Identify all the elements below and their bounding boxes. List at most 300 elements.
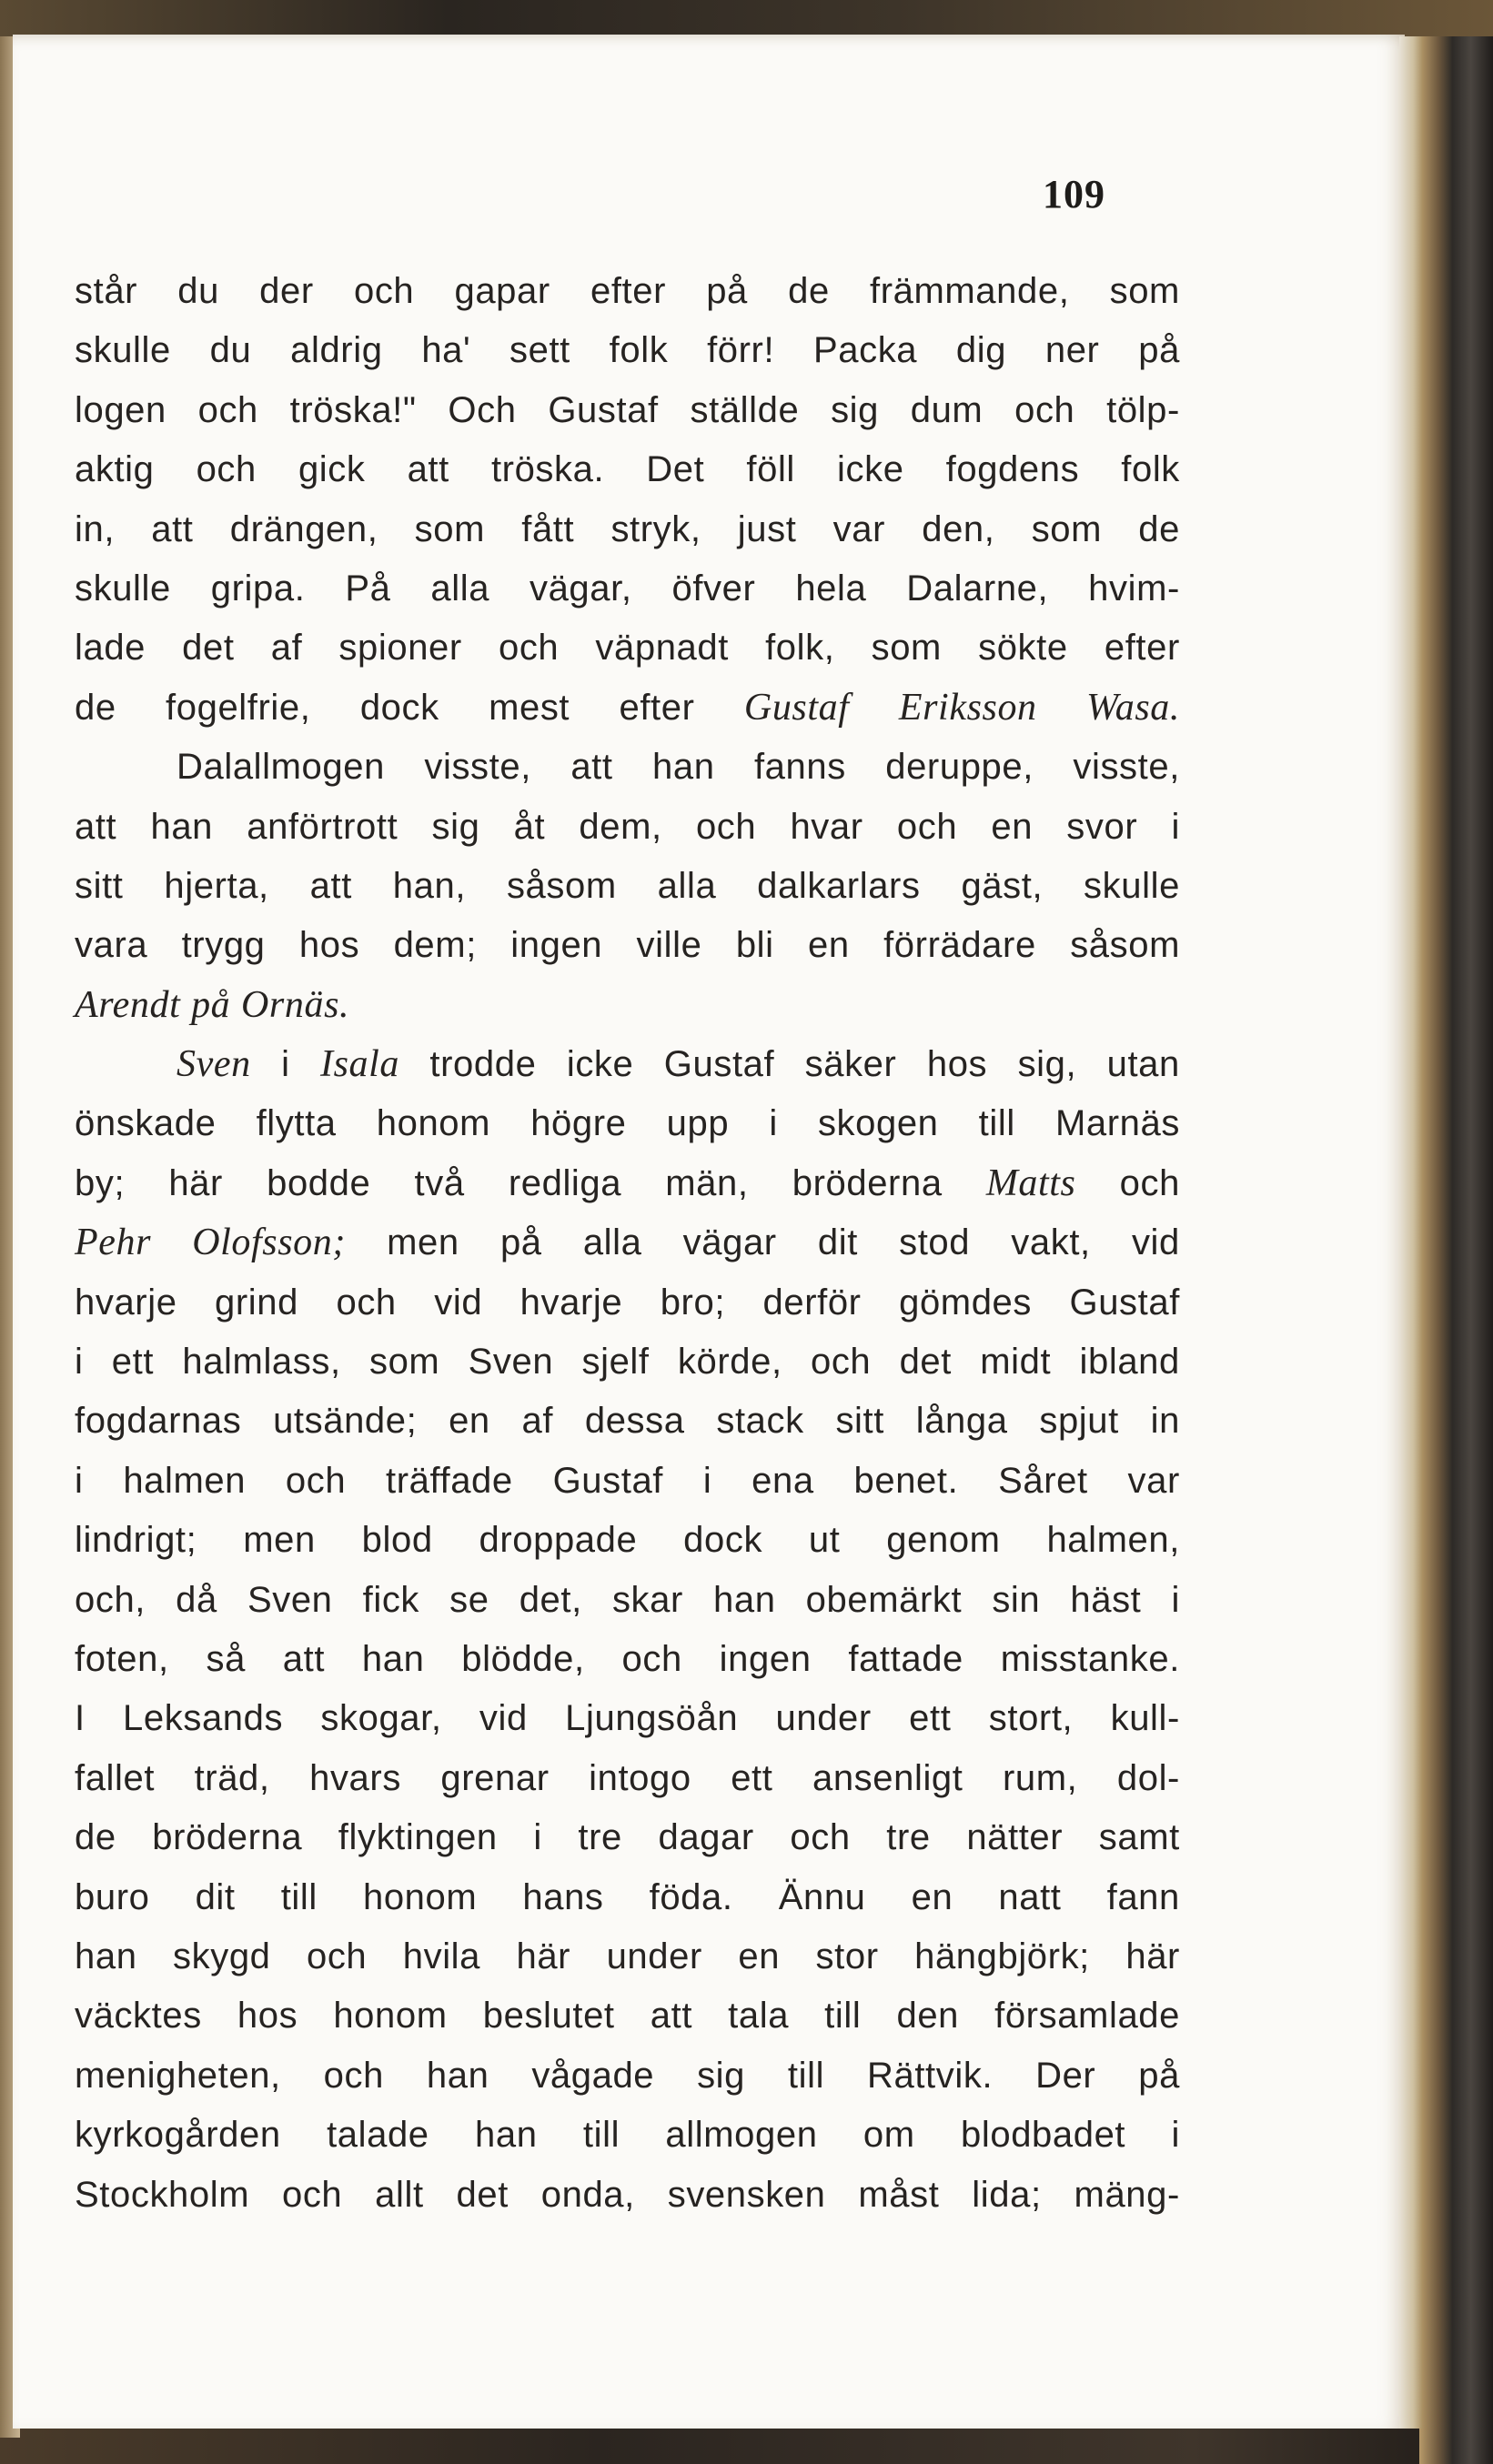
word-text: det (899, 1342, 952, 1383)
word (454, 262, 550, 321)
word-text: mäng- (1074, 2174, 1180, 2215)
word (211, 559, 306, 619)
word-text: han (475, 2115, 538, 2156)
word (728, 1986, 789, 2046)
word (899, 1273, 1032, 1333)
page-number: 109 (1043, 172, 1105, 216)
word (998, 1452, 1088, 1511)
word-text: allt (375, 2174, 424, 2215)
word-text: tre (886, 1817, 931, 1858)
word-text: fattade (848, 1638, 963, 1679)
word-space (230, 976, 241, 1035)
italic-word: Matts (985, 1162, 1076, 1204)
text-line (75, 1392, 1180, 1451)
word-text: icke (837, 449, 904, 490)
word (182, 619, 234, 678)
word (521, 500, 574, 559)
word-text: och (336, 1282, 397, 1323)
word-text: stor (815, 1936, 879, 1976)
word (151, 500, 193, 559)
word-text: ingen (510, 925, 603, 966)
word (713, 1571, 776, 1630)
word-text: in (1150, 1401, 1180, 1442)
word-text: och, (75, 1579, 146, 1620)
word (914, 1927, 1090, 1986)
word (509, 1154, 621, 1213)
word (230, 500, 378, 559)
word (738, 1927, 780, 1986)
word (979, 1094, 1015, 1153)
word (1138, 2047, 1180, 2106)
word (75, 2166, 249, 2225)
word-text: Och (448, 389, 517, 430)
word-text: folk (609, 330, 669, 371)
word-text: by; (75, 1162, 126, 1203)
word (112, 1333, 154, 1392)
word (514, 798, 546, 857)
word (1106, 381, 1180, 440)
word (362, 1630, 425, 1689)
word-text: spjut (1039, 1401, 1119, 1442)
word (281, 1035, 290, 1094)
word-text: vara (75, 925, 148, 966)
word (1099, 1808, 1180, 1867)
word (1107, 1035, 1180, 1094)
word (956, 321, 1006, 380)
word (75, 1749, 155, 1808)
word (1035, 2047, 1095, 2106)
word (1120, 1154, 1180, 1213)
word-text: de (788, 271, 830, 311)
word (989, 1689, 1074, 1748)
word-text: män, (665, 1162, 749, 1203)
word-text: vägar (682, 1222, 777, 1263)
word (1011, 1213, 1090, 1272)
word-text: han (652, 747, 715, 788)
word-text: lade (75, 628, 146, 669)
word (123, 1689, 283, 1748)
word (530, 1094, 626, 1153)
word (195, 1749, 270, 1808)
word (805, 1035, 897, 1094)
word-text: han (361, 1638, 425, 1679)
word (192, 1213, 346, 1272)
word-text: som (368, 1342, 440, 1383)
word (393, 857, 466, 916)
text-line (75, 2106, 1180, 2165)
word-text: alla (582, 1222, 642, 1263)
word (1171, 2106, 1180, 2165)
word-text: i (75, 1342, 84, 1383)
word-text: sin (992, 1579, 1041, 1620)
word (394, 916, 477, 975)
word-text: fallet (75, 1757, 156, 1798)
word-text: församlade (994, 1996, 1180, 2037)
text-line (75, 1630, 1180, 1689)
word-text: att (282, 1638, 326, 1679)
word-text: han (426, 2055, 489, 2096)
word-text: Marnäs (1054, 1103, 1180, 1144)
text-line (75, 1689, 1180, 1748)
word-text: sig (697, 2055, 746, 2096)
word-text: och (621, 1638, 682, 1679)
word-text: körde, (677, 1342, 782, 1383)
word-text: dagar (658, 1817, 754, 1858)
word (75, 1927, 137, 1986)
word (286, 1452, 346, 1511)
word (307, 1927, 367, 1986)
word-text: dessa (584, 1401, 685, 1442)
word-text: hos (237, 1996, 298, 2037)
word-text: fanns (753, 747, 846, 788)
word (899, 679, 1037, 738)
word (290, 321, 382, 380)
word-text: Sven (247, 1579, 333, 1620)
word-text: folk, (765, 628, 835, 669)
word-text: vågade (531, 2055, 655, 2096)
text-line (75, 1927, 1180, 1986)
word (980, 1333, 1051, 1392)
word-text: Der (1035, 2055, 1096, 2096)
word (1080, 1333, 1180, 1392)
word-text: alla (430, 568, 490, 608)
word (837, 440, 904, 499)
word-text: genom (886, 1520, 1001, 1561)
word-text: sökte (978, 628, 1068, 669)
text-line (75, 1273, 1180, 1333)
word (491, 440, 604, 499)
word (243, 1511, 316, 1570)
text-line (75, 559, 1180, 619)
word (75, 1571, 146, 1630)
word (651, 1986, 692, 2046)
word-text: halmlass, (182, 1342, 341, 1383)
text-line (75, 1035, 1180, 1094)
word (776, 1689, 872, 1748)
word (75, 1213, 151, 1272)
word (610, 321, 669, 380)
word (899, 1213, 970, 1272)
word-text: hela (795, 568, 867, 608)
word-text: som (1031, 508, 1103, 549)
word (998, 1868, 1061, 1927)
word (583, 2106, 620, 2165)
word (795, 559, 866, 619)
word (867, 2047, 993, 2106)
word (1105, 619, 1180, 678)
word (1001, 1630, 1180, 1689)
word (824, 1986, 861, 2046)
word-text: halmen, (1046, 1520, 1180, 1561)
word (75, 440, 155, 499)
word (541, 2166, 635, 2225)
word (570, 738, 612, 797)
word (582, 1333, 650, 1392)
word-text: der (259, 271, 314, 311)
word-text: På (345, 568, 391, 608)
word (1171, 798, 1180, 857)
word (736, 916, 774, 975)
text-line (75, 1213, 1180, 1272)
word-text: det (456, 2174, 509, 2215)
word (479, 1511, 638, 1570)
italic-word: Gustaf (743, 686, 850, 729)
word-text: att (650, 1996, 693, 2037)
text-line (75, 1094, 1180, 1153)
word-text: logen (75, 389, 166, 430)
word-text: förr! (707, 330, 775, 371)
text-line (75, 976, 1180, 1035)
word (75, 798, 116, 857)
text-line (75, 2047, 1180, 2106)
word (500, 1213, 542, 1272)
word-text: bodde (267, 1162, 371, 1203)
word-text: föll (746, 449, 795, 490)
word (363, 1868, 477, 1927)
word-text: droppade (479, 1520, 638, 1561)
word (1151, 1392, 1180, 1451)
word (886, 1511, 1000, 1570)
word-text: aldrig (290, 330, 383, 371)
word-text: dol- (1116, 1757, 1180, 1798)
word-text: fann (1106, 1876, 1180, 1917)
word (658, 1808, 753, 1867)
word-text: sitt (75, 865, 124, 906)
word (972, 2166, 1041, 2225)
word (707, 321, 774, 380)
word-text: stack (716, 1401, 804, 1442)
word-text: ansenligt (812, 1757, 963, 1798)
word-text: åt (513, 806, 546, 847)
word (75, 262, 137, 321)
word-text: nätter (966, 1817, 1064, 1858)
page-right-edge (1399, 36, 1423, 2429)
word (585, 1392, 685, 1451)
word (448, 381, 516, 440)
word-text: att (309, 865, 352, 906)
word (790, 798, 863, 857)
word-text: dig (955, 330, 1007, 371)
word-text: upp (666, 1103, 730, 1144)
word-text: talade (327, 2115, 429, 2156)
word-text: vägar, (529, 568, 632, 608)
word-text: så (206, 1638, 246, 1679)
word-text: här (1125, 1936, 1180, 1976)
word-text: Såret (998, 1460, 1088, 1501)
word-text: vid (1131, 1222, 1180, 1263)
word (738, 500, 797, 559)
word (668, 2166, 826, 2225)
word (1128, 1452, 1180, 1511)
book-page (13, 35, 1405, 2429)
text-line (75, 1333, 1180, 1392)
word-text: de (75, 1817, 116, 1858)
word (683, 1213, 777, 1272)
word-text: Gustaf (552, 1460, 664, 1501)
word-text: i (281, 1044, 290, 1085)
book-spine-edge (1419, 36, 1493, 2464)
word-text: kyrkogården (75, 2115, 281, 2156)
word (757, 857, 920, 916)
word (683, 1511, 762, 1570)
word-text: om (863, 2115, 915, 2156)
word (911, 381, 984, 440)
word (247, 1571, 333, 1630)
word (338, 1808, 498, 1867)
word (75, 381, 166, 440)
word-text: i (75, 1460, 84, 1501)
word (386, 1452, 513, 1511)
word (548, 381, 658, 440)
word-text: folk (1121, 449, 1180, 490)
text-line (75, 321, 1180, 380)
word-text: grind (215, 1282, 298, 1323)
word-text: Ännu (778, 1876, 866, 1917)
word-text: Ljungsöån (565, 1698, 739, 1739)
word (1039, 1392, 1119, 1451)
word (697, 2047, 745, 2106)
word-text: till (280, 1876, 318, 1917)
word (833, 500, 885, 559)
word-text: ner (1044, 330, 1100, 371)
word-text: I (75, 1698, 86, 1739)
word-text: dum (910, 389, 984, 430)
word (835, 1392, 884, 1451)
word (831, 381, 879, 440)
word (75, 619, 146, 678)
word (1121, 440, 1180, 499)
word (362, 1511, 433, 1570)
word (424, 738, 531, 797)
word (731, 1749, 772, 1808)
word-text: på (499, 1222, 542, 1263)
word (75, 1392, 241, 1451)
italic-word: Ornäs. (241, 983, 350, 1026)
word (1045, 321, 1100, 380)
word (210, 321, 252, 380)
word-text: att (407, 449, 449, 490)
word-text: ville (636, 925, 702, 966)
word-text: häst (1070, 1579, 1142, 1620)
word-text: blodbadet (961, 2115, 1126, 2156)
text-line (75, 381, 1180, 440)
word-text: dit (817, 1222, 858, 1263)
word-text: gömdes (899, 1282, 1032, 1323)
text-line (75, 1452, 1180, 1511)
word (479, 1689, 528, 1748)
word-text: onda, (540, 2174, 635, 2215)
word-text: i (1171, 806, 1180, 847)
word-text: natt (998, 1876, 1062, 1917)
word (788, 262, 830, 321)
word (522, 1868, 603, 1927)
text-line (75, 619, 1180, 678)
word (75, 1986, 202, 2046)
word-text: till (978, 1103, 1015, 1144)
word (177, 1035, 251, 1094)
word-text: skar (611, 1579, 683, 1620)
word (927, 1035, 987, 1094)
word-text: flyktingen (338, 1817, 498, 1858)
word-text: väpnadt (595, 628, 729, 669)
word (510, 916, 602, 975)
word (320, 1689, 441, 1748)
word (900, 1333, 952, 1392)
word (916, 1392, 1008, 1451)
italic-word: Eriksson (898, 686, 1037, 729)
word-text: och (353, 271, 415, 311)
word-text: det (182, 628, 235, 669)
word (469, 1333, 554, 1392)
word-text: sig, (1017, 1044, 1077, 1085)
word-text: spioner (338, 628, 462, 669)
word-text: var (1127, 1460, 1180, 1501)
word (182, 916, 266, 975)
word (198, 381, 258, 440)
text-line (75, 500, 1180, 559)
word-text: två (414, 1162, 465, 1203)
word-text: står (75, 271, 138, 311)
word (754, 738, 846, 797)
text-line (75, 798, 1180, 857)
word (650, 1868, 733, 1927)
word (912, 1868, 953, 1927)
word-text: de (75, 687, 116, 728)
word-text: tröska!" (289, 389, 417, 430)
word-text: gäst, (961, 865, 1044, 906)
word-text: deruppe, (885, 747, 1034, 788)
word (854, 1452, 959, 1511)
word-text: Packa (812, 330, 918, 371)
word (595, 619, 729, 678)
word (516, 1927, 570, 1986)
word (336, 1273, 396, 1333)
word (716, 1392, 803, 1451)
word-text: i (1171, 1579, 1180, 1620)
word (310, 857, 352, 916)
word (553, 1452, 663, 1511)
word-text: hvila (402, 1936, 481, 1976)
word-text: gripa. (210, 568, 306, 608)
word-text: Gustaf (663, 1044, 775, 1085)
word (207, 1630, 246, 1689)
word-text: benet. (853, 1460, 959, 1501)
text-line (75, 1571, 1180, 1630)
word-text: som (414, 508, 486, 549)
word (75, 559, 171, 619)
word-text: flytta (256, 1103, 337, 1144)
word-text: Sven (468, 1342, 554, 1383)
word (123, 1452, 246, 1511)
word-text: svor (1066, 806, 1138, 847)
word (763, 1273, 862, 1333)
word-text: hans (522, 1876, 604, 1917)
word-text: här (516, 1936, 571, 1976)
word-text: han (713, 1579, 776, 1620)
word (475, 2106, 538, 2165)
word (75, 500, 115, 559)
word-text: du (177, 271, 219, 311)
word (589, 1749, 691, 1808)
word (281, 1868, 318, 1927)
word-text: stort, (988, 1698, 1074, 1739)
word (1070, 1571, 1141, 1630)
word (961, 857, 1043, 916)
word (808, 916, 850, 975)
word-text: föda. (649, 1876, 733, 1917)
word-text: och (1119, 1162, 1180, 1203)
word-text: aktig (75, 449, 155, 490)
